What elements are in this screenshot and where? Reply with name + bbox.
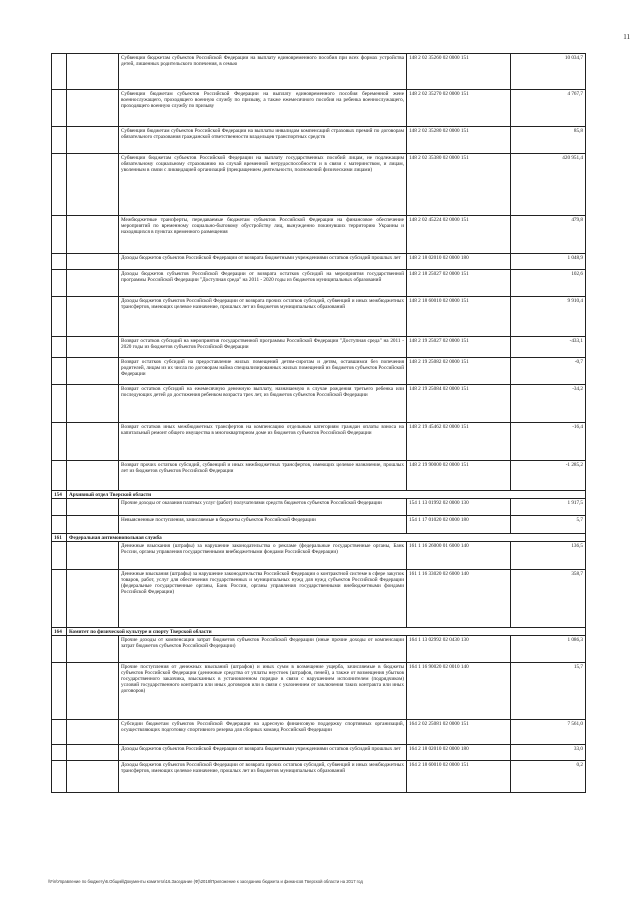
empty-cell: [52, 516, 67, 534]
amount-value: 1 917,5: [511, 499, 586, 516]
empty-cell: [52, 499, 67, 516]
budget-classification-code: 148 2 02 35380 02 0000 151: [407, 154, 511, 216]
empty-cell: [52, 270, 67, 297]
empty-cell: [67, 499, 119, 516]
revenue-table: [51, 53, 586, 793]
revenue-description: Невыясненные поступления, зачисляемые в бюджеты субъектов Российской Федерации: [119, 516, 407, 534]
empty-cell: [52, 254, 67, 270]
table-row: [52, 761, 586, 793]
revenue-description: Возврат прочих остатков субсидий, субвенций и иных межбюджетных трансфертов, имеющих целевое назначение, прошлых лет из бюджетов субъектов Российской Федерации: [119, 461, 407, 491]
empty-cell: [52, 337, 67, 358]
department-header-row: [52, 491, 586, 499]
table-row: [52, 127, 586, 154]
amount-value: 10 034,7: [511, 54, 586, 90]
revenue-description: Прочие поступления от денежных взысканий (штрафов) и иных сумм в возмещение ущерба, зачисляемые в бюджеты субъектов Российской Федерации (денежные средства от уплаты неустоек (штрафов, пеней), а также от возмещения убытков государственного заказчика, взысканных в установленном порядке в связи с нарушением исполнителем (подрядчиком) условий государственного контракта или иных договоров или в связи с уклонением от заключения таких контракта или иных договоров): [119, 663, 407, 720]
department-header-row: [52, 534, 586, 542]
revenue-description: Возврат остатков субсидий на мероприятия государственной программы Российской Федерации "Доступная среда" на 2011 - 2020 годы из бюджетов субъектов Российской Федерации: [119, 337, 407, 358]
amount-value: -1 285,2: [511, 461, 586, 491]
empty-cell: [67, 54, 119, 90]
revenue-description: Субвенции бюджетам субъектов Российской Федерации на выплату единовременного пособия при всех формах устройства детей, лишенных родительского попечения, в семью: [119, 54, 407, 90]
empty-cell: [52, 154, 67, 216]
revenue-description: Доходы бюджетов субъектов Российской Федерации от возврата прочих остатков субсидий, субвенций и иных межбюджетных трансфертов, имеющих целевое назначение, прошлых лет из бюджетов муниципальных образований: [119, 297, 407, 337]
table-row: [52, 542, 586, 570]
amount-value: -16,4: [511, 423, 586, 461]
table-row: [52, 90, 586, 127]
table-row: [52, 54, 586, 90]
table-row: [52, 358, 586, 385]
amount-value: 136,5: [511, 542, 586, 570]
revenue-description: Денежные взыскания (штрафы) за нарушение законодательства о рекламе (федеральные государственные органы, Банк России, органы управления государственными внебюджетными фондами Российской Федерации): [119, 542, 407, 570]
empty-cell: [52, 636, 67, 663]
budget-classification-code: 148 2 02 35270 02 0000 151: [407, 90, 511, 127]
empty-cell: [52, 90, 67, 127]
budget-classification-code: 148 2 19 25082 02 0000 151: [407, 358, 511, 385]
table-row: [52, 423, 586, 461]
empty-cell: [67, 745, 119, 761]
table-row: [52, 720, 586, 745]
empty-cell: [67, 154, 119, 216]
revenue-description: Прочие доходы от компенсации затрат бюджетов субъектов Российской Федерации (иные прочие доходы от компенсации затрат бюджетов субъектов Российской Федерации): [119, 636, 407, 663]
empty-cell: [67, 461, 119, 491]
table-row: [52, 636, 586, 663]
department-name: Федеральная антимонопольная служба: [67, 534, 586, 542]
department-name: Архивный отдел Тверской области: [67, 491, 586, 499]
empty-cell: [52, 358, 67, 385]
revenue-description: Субвенции бюджетам субъектов Российской Федерации на выплату единовременного пособия беременной жене военнослужащего, проходящего военную службу по призыву, а также ежемесячного пособия на ребенка военнослужащего, проходящего военную службу по призыву: [119, 90, 407, 127]
table-row: [52, 570, 586, 628]
revenue-description: Субсидии бюджетам субъектов Российской Федерации на адресную финансовую поддержку спортивных организаций, осуществляющих подготовку спортивного резерва для сборных команд Российской Федерации: [119, 720, 407, 745]
table-row: [52, 270, 586, 297]
table-row: [52, 745, 586, 761]
department-code: 161: [52, 534, 67, 542]
empty-cell: [52, 127, 67, 154]
amount-value: -433,1: [511, 337, 586, 358]
amount-value: 7 561,0: [511, 720, 586, 745]
amount-value: 1 086,3: [511, 636, 586, 663]
empty-cell: [67, 636, 119, 663]
empty-cell: [67, 720, 119, 745]
empty-cell: [52, 761, 67, 793]
table-row: [52, 254, 586, 270]
revenue-description: Доходы бюджетов субъектов Российской Федерации от возврата прочих остатков субсидий, субвенций и иных межбюджетных трансфертов, имеющих целевое назначение, прошлых лет из бюджетов муниципальных образований: [119, 761, 407, 793]
empty-cell: [67, 761, 119, 793]
empty-cell: [52, 54, 67, 90]
budget-classification-code: 148 2 18 02010 02 0000 180: [407, 254, 511, 270]
amount-value: 1 048,9: [511, 254, 586, 270]
budget-classification-code: 148 2 19 25027 02 0000 151: [407, 337, 511, 358]
empty-cell: [52, 216, 67, 254]
budget-classification-code: 164 1 13 02992 02 0430 130: [407, 636, 511, 663]
empty-cell: [52, 720, 67, 745]
table-row: [52, 297, 586, 337]
department-code: 154: [52, 491, 67, 499]
amount-value: 420 951,4: [511, 154, 586, 216]
empty-cell: [52, 745, 67, 761]
table-row: [52, 516, 586, 534]
amount-value: -34,2: [511, 385, 586, 423]
empty-cell: [67, 570, 119, 628]
budget-classification-code: 164 1 16 90020 02 0010 140: [407, 663, 511, 720]
empty-cell: [52, 297, 67, 337]
revenue-description: Денежные взыскания (штрафы) за нарушение законодательства Российской Федерации о контрактной системе в сфере закупок товаров, работ, услуг для обеспечения государственных и муниципальных нужд для нужд субъектов Российской Федерации (федеральные государственные органы, Банк России, органы управления государственными внебюджетными фондами Российской Федерации): [119, 570, 407, 628]
revenue-description: Межбюджетные трансферты, передаваемые бюджетам субъектов Российской Федерации на финансовое обеспечение мероприятий по временному социально-бытовому обустройству лиц, вынужденно покинувших территорию Украины и находящихся в пунктах временного размещения: [119, 216, 407, 254]
budget-classification-code: 148 2 19 90000 02 0000 151: [407, 461, 511, 491]
amount-value: 85,8: [511, 127, 586, 154]
empty-cell: [67, 254, 119, 270]
table-row: [52, 499, 586, 516]
empty-cell: [67, 516, 119, 534]
budget-classification-code: 154 1 13 01992 02 0000 130: [407, 499, 511, 516]
empty-cell: [67, 297, 119, 337]
empty-cell: [52, 461, 67, 491]
amount-value: 479,8: [511, 216, 586, 254]
empty-cell: [52, 570, 67, 628]
empty-cell: [67, 385, 119, 423]
budget-classification-code: 148 2 19 25084 02 0000 151: [407, 385, 511, 423]
budget-classification-code: 164 2 18 60010 02 0000 151: [407, 761, 511, 793]
revenue-description: Субвенции бюджетам субъектов Российской Федерации на выплаты инвалидам компенсаций страховых премий по договорам обязательного страхования гражданской ответственности владельцев транспортных средств: [119, 127, 407, 154]
budget-classification-code: 148 2 02 35280 02 0000 151: [407, 127, 511, 154]
revenue-description: Доходы бюджетов субъектов Российской Федерации от возврата бюджетными учреждениями остатков субсидий прошлых лет: [119, 745, 407, 761]
empty-cell: [67, 542, 119, 570]
footer-file-path: \\Fin\Управление по бюджету\6.Общий\Документы комитета\16.Заседание (Ф)\2018\Приложение к заседанию бюджета и финансов Тверской области на 2017 год: [48, 879, 363, 884]
budget-classification-code: 148 2 02 45224 02 0000 151: [407, 216, 511, 254]
budget-classification-code: 161 1 16 33020 02 6000 140: [407, 570, 511, 628]
empty-cell: [67, 663, 119, 720]
empty-cell: [52, 542, 67, 570]
empty-cell: [67, 127, 119, 154]
budget-classification-code: 161 1 16 26000 01 6000 140: [407, 542, 511, 570]
budget-classification-code: 154 1 17 01020 02 0000 180: [407, 516, 511, 534]
table-row: [52, 385, 586, 423]
revenue-description: Прочие доходы от оказания платных услуг (работ) получателями средств бюджетов субъектов Российской Федерации: [119, 499, 407, 516]
budget-classification-code: 148 2 18 60010 02 0000 151: [407, 297, 511, 337]
table-row: [52, 461, 586, 491]
revenue-description: Доходы бюджетов субъектов Российской Федерации от возврата бюджетными учреждениями остатков субсидий прошлых лет: [119, 254, 407, 270]
department-name: Комитет по физической культуре и спорту Тверской области: [67, 628, 586, 636]
revenue-description: Возврат остатков субсидий на ежемесячную денежную выплату, назначаемую в случае рождения третьего ребенка или последующих детей до достижения ребенком возраста трех лет, из бюджетов субъектов Российской Федерации: [119, 385, 407, 423]
empty-cell: [67, 423, 119, 461]
empty-cell: [52, 423, 67, 461]
revenue-description: Возврат остатков иных межбюджетных трансфертов на компенсацию отдельным категориям граждан оплаты взноса на капитальный ремонт общего имущества в многоквартирном доме из бюджетов субъектов Российской Федерации: [119, 423, 407, 461]
budget-classification-code: 164 2 02 25081 02 0000 151: [407, 720, 511, 745]
department-code: 164: [52, 628, 67, 636]
empty-cell: [52, 663, 67, 720]
amount-value: 15,7: [511, 663, 586, 720]
revenue-description: Возврат остатков субсидий на предоставление жилых помещений детям-сиротам и детям, оставшимся без попечения родителей, лицам из их числа по договорам найма специализированных жилых помещений из бюджетов субъектов Российской Федерации: [119, 358, 407, 385]
department-header-row: [52, 628, 586, 636]
amount-value: 4 767,7: [511, 90, 586, 127]
amount-value: 102,6: [511, 270, 586, 297]
empty-cell: [52, 385, 67, 423]
revenue-description: Субвенции бюджетам субъектов Российской Федерации на выплату государственных пособий лицам, не подлежащим обязательному социальному страхованию на случай временной нетрудоспособности и в связи с материнством, и лицам, уволенным в связи с ликвидацией организаций (прекращением деятельности, полномочий физическими лицами): [119, 154, 407, 216]
empty-cell: [67, 90, 119, 127]
empty-cell: [67, 270, 119, 297]
empty-cell: [67, 358, 119, 385]
empty-cell: [67, 337, 119, 358]
budget-classification-code: 148 2 19 45462 02 0000 151: [407, 423, 511, 461]
amount-value: 5,7: [511, 516, 586, 534]
amount-value: 0,2: [511, 761, 586, 793]
amount-value: 33,0: [511, 745, 586, 761]
table-row: [52, 337, 586, 358]
budget-classification-code: 164 2 18 02010 02 0000 180: [407, 745, 511, 761]
page-number: 11: [623, 33, 630, 41]
table-row: [52, 663, 586, 720]
table-row: [52, 154, 586, 216]
empty-cell: [67, 216, 119, 254]
budget-classification-code: 148 2 02 35260 02 0000 151: [407, 54, 511, 90]
amount-value: 9 910,4: [511, 297, 586, 337]
table-row: [52, 216, 586, 254]
revenue-description: Доходы бюджетов субъектов Российской Федерации от возврата остатков субсидий на мероприятия государственной программы Российской Федерации "Доступная среда" на 2011 - 2020 годы из бюджетов муниципальных образований: [119, 270, 407, 297]
amount-value: 358,7: [511, 570, 586, 628]
amount-value: -0,7: [511, 358, 586, 385]
budget-classification-code: 148 2 18 25027 02 0000 151: [407, 270, 511, 297]
